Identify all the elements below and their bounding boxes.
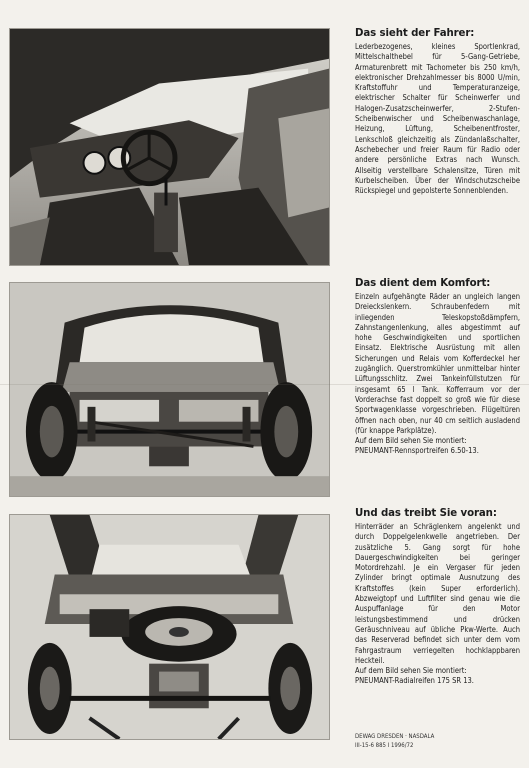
driver-section xyxy=(355,28,520,196)
tire-note-label: Auf dem Bild sehen Sie montiert: xyxy=(355,436,467,446)
interior-dashboard-photo xyxy=(9,28,330,266)
imprint-line-1: DEWAG DRESDEN · NASDALA xyxy=(355,733,435,740)
section-heading: Das dient dem Komfort: xyxy=(355,278,491,289)
drive-section xyxy=(355,508,520,687)
tire-note-label: Auf dem Bild sehen Sie montiert: xyxy=(355,666,467,676)
printer-imprint xyxy=(355,732,520,750)
comfort-section xyxy=(355,278,520,457)
section-heading: Das sieht der Fahrer: xyxy=(355,28,475,39)
fold-line xyxy=(0,384,529,385)
section-body: Einzeln aufgehängte Räder an ungleich langen Dreieckslenkern. Schraubenfedern mit inliegenden Teleskopstoßdämpfern, Zahnstangenlenkung, alles abgestimmt auf hohe Geschwindigkeiten und sportlichen Einsatz. Elektrische Ausrüstung mit allen Sicherungen und Relais vom Kofferdeckel her zugänglich. Querstromkühler unmittelbar hinter Lüftungsschlitz. Zwei Tankeinfüllstutzen für insgesamt 65 l Tank. Kofferraum vor der Vorderachse fast doppelt so groß wie für diese Sportwagenklasse vorgeschrieben. Flügeltüren öffnen nach oben, nur 40 cm seitlich ausladend (für knappe Parkplätze). xyxy=(355,292,520,435)
imprint-line-2: III-15-6 885 I 1996/72 xyxy=(355,742,414,749)
front-suspension-photo xyxy=(9,282,330,497)
section-body: Hinterräder an Schräglenkern angelenkt und durch Doppelgelenkwelle angetrieben. Der zusätzliche 5. Gang sorgt für hohe Dauergeschwindigkeiten bei geringer Motordrehzahl. Je ein Vergaser für jeden Zylinder bringt optimale Ausnutzung des Kraftstoffes (kein Super erforderlich). Abzweigtopf und Luftfilter sind genau wie die Auspuffanlage für den Motor leistungsbestimmend und drücken Geräuschniveau auf übliche Pkw-Werte. Auch das Reserverad befindet sich unter dem vom Fahrgastraum verriegelten hochklappbaren Heckteil. xyxy=(355,522,520,665)
tire-note-value: PNEUMANT-Radialreifen 175 SR 13. xyxy=(355,676,474,686)
tire-note-value: PNEUMANT-Rennsportreifen 6.50-13. xyxy=(355,446,479,456)
rear-engine-spare-wheel-photo xyxy=(9,514,330,740)
section-body: Lederbezogenes, kleines Sportlenkrad, Mittelschalthebel für 5-Gang-Getriebe, Armaturenbrett mit Tachometer bis 250 km/h, elektronischer Drehzahlmesser bis 8000 U/min, Kraftstoffuhr und Temperaturanzeige, elektrischer Schalter für Scheinwerfer und Halogen-Zusatzscheinwerfer, 2-Stufen-Scheibenwischer und Scheibenwaschanlage, Heizung, Lüftung, Scheibenentfroster, Lenkschloß gleichzeitig als Zündanlaßschalter, Aschebecher und freier Raum für Radio oder andere persönliche Extras nach Wunsch. Allseitig verstellbare Schalensitze, Türen mit Kurbelscheiben. Über der Windschutzscheibe Rückspiegel und gepolsterte Sonnenblenden. xyxy=(355,42,520,196)
section-heading: Und das treibt Sie voran: xyxy=(355,508,497,519)
